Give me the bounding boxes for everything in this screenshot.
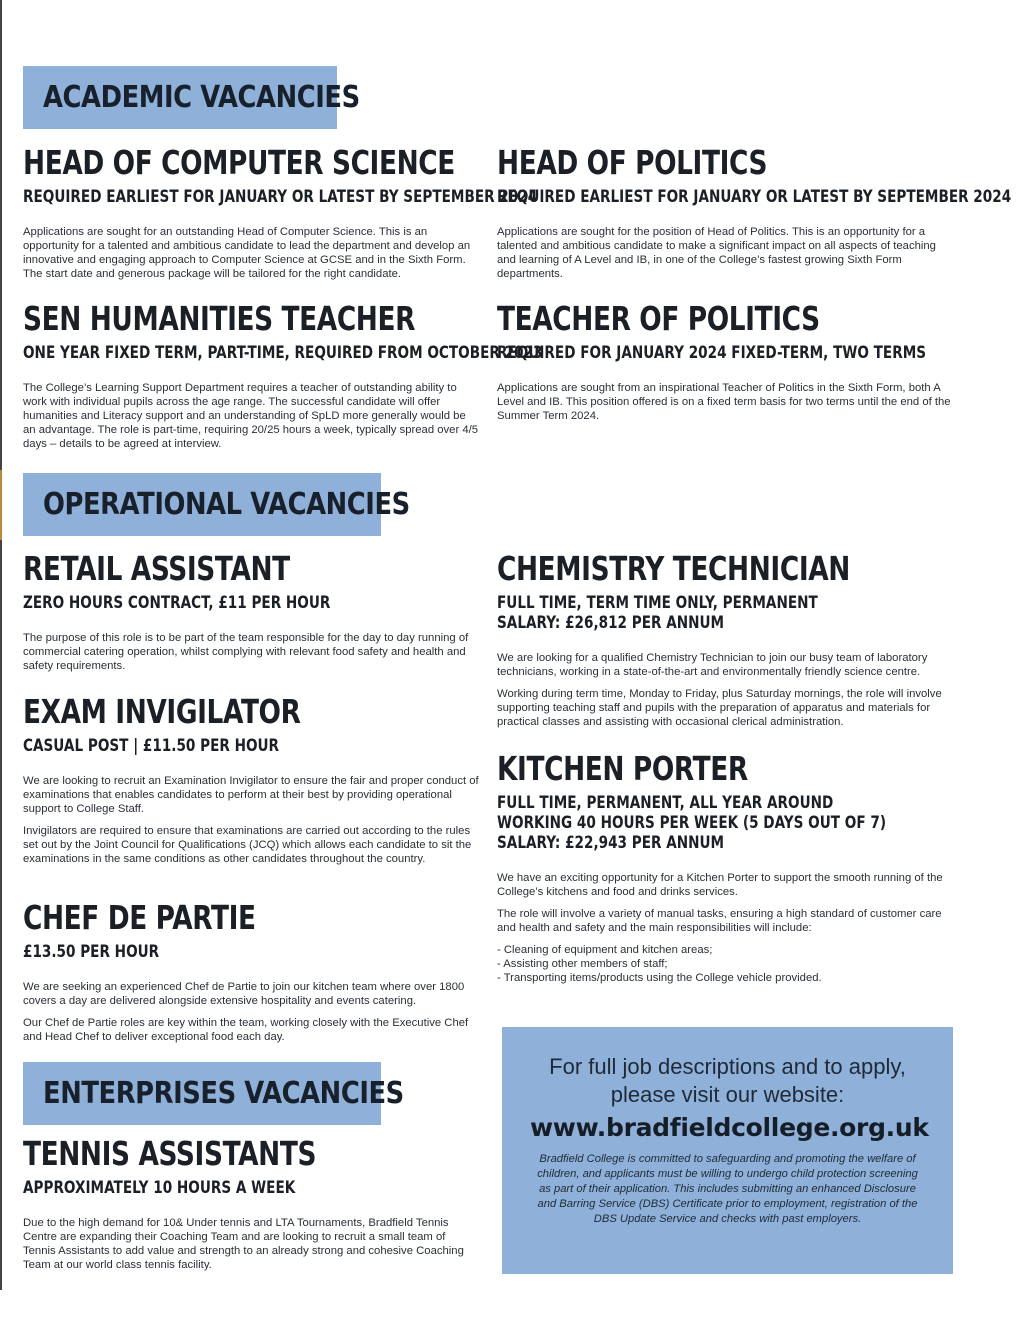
- page-edge-accent: [0, 470, 2, 540]
- job-title: HEAD OF COMPUTER SCIENCE: [23, 143, 455, 182]
- page-edge-line: [0, 0, 2, 1290]
- job-paragraph: Applications are sought for an outstanding Head of Computer Science. This is an opportunity for a talented and ambitious candidate to lead the department and develop an innovative and engaging approach to Computer Science at GCSE and in the Sixth Form. The start date and generous package will be tailored for the right candidate.: [23, 226, 471, 280]
- job-subtitle: SALARY: £26,812 PER ANNUM: [497, 613, 725, 633]
- job-title: CHEF DE PARTIE: [23, 898, 256, 937]
- job-paragraph: Invigilators are required to ensure that examinations are carried out according to the rules set out by the Joint Council for Qualifications (JCQ) which allows each candidate to sit the examinations in the same conditions as other candidates throughout the country.: [23, 825, 472, 865]
- section-banner-academic: [23, 66, 360, 129]
- job-subtitle: CASUAL POST | £11.50 PER HOUR: [23, 736, 280, 756]
- job-paragraph: We are looking for a qualified Chemistry Technician to join our busy team of laboratory technicians, working in a state-of-the-art and environmentally friendly science centre.: [497, 652, 928, 678]
- job-subtitle: FULL TIME, PERMANENT, ALL YEAR AROUND: [497, 793, 834, 813]
- job-paragraph: Due to the high demand for 10& Under tennis and LTA Tournaments, Bradfield Tennis Centre are expanding their Coaching Team and are looking to recruit a small team of Tennis Assistants to add value and strength to an already strong and cohesive Coaching Team at our world class tennis facility.: [23, 1217, 464, 1271]
- job-title: SEN HUMANITIES TEACHER: [23, 299, 416, 338]
- list-item: - Transporting items/products using the College vehicle provided.: [497, 972, 822, 984]
- job-paragraph: We are seeking an experienced Chef de Partie to join our kitchen team where over 1800 covers a day are delivered alongside extensive hospitality and events catering.: [23, 981, 465, 1007]
- job-description: [23, 631, 479, 673]
- job-description: [497, 651, 953, 729]
- job-paragraph: The role will involve a variety of manual tasks, ensuring a high standard of customer care and health and safety and the main responsibilities will include:: [497, 908, 942, 934]
- job-paragraph: The purpose of this role is to be part of the team responsible for the day to day running of commercial catering operation, whilst complying with relevant food safety and health and safety requirements.: [23, 632, 469, 672]
- section-title-enterprises: ENTERPRISES VACANCIES: [43, 1076, 404, 1111]
- section-title-operational: OPERATIONAL VACANCIES: [43, 487, 410, 522]
- website-link[interactable]: www.bradfieldcollege.org.uk: [530, 1113, 929, 1142]
- job-teacher-of-politics: [497, 299, 953, 431]
- job-paragraph: The College’s Learning Support Department requires a teacher of outstanding ability to work with individual pupils across the age range. The successful candidate will offer humanities and Literacy support and an understanding of SpLD more generally would be an advantage. The role is part-time, requiring 20/25 hours a week, typically spread over 4/5 days – details to be agreed at interview.: [23, 382, 479, 450]
- job-chef-de-partie: [23, 898, 479, 1052]
- job-description: [23, 1216, 479, 1272]
- job-subtitle: REQUIRED EARLIEST FOR JANUARY OR LATEST BY SEPTEMBER 2024: [497, 187, 1012, 207]
- responsibilities-list: [497, 943, 953, 985]
- apply-box: [502, 1027, 953, 1274]
- job-chemistry-technician: [497, 549, 953, 737]
- section-title-academic: ACADEMIC VACANCIES: [43, 80, 360, 115]
- job-title: HEAD OF POLITICS: [497, 143, 768, 182]
- job-head-of-computer-science: [23, 143, 538, 289]
- job-subtitle: WORKING 40 HOURS PER WEEK (5 DAYS OUT OF 7): [497, 813, 887, 833]
- job-paragraph: Our Chef de Partie roles are key within the team, working closely with the Executive Chef and Head Chef to deliver exceptional food each day.: [23, 1017, 469, 1043]
- job-paragraph: Working during term time, Monday to Friday, plus Saturday mornings, the role will involve supporting teaching staff and pupils with the preparation of apparatus and materials for practical classes and assisting with occasional clerical administration.: [497, 688, 942, 728]
- job-subtitle: APPROXIMATELY 10 HOURS A WEEK: [23, 1178, 296, 1198]
- job-description: [23, 225, 479, 281]
- job-description: [23, 774, 479, 866]
- job-subtitle: ONE YEAR FIXED TERM, PART-TIME, REQUIRED FROM OCTOBER 2023: [23, 343, 543, 363]
- job-subtitle: REQUIRED EARLIEST FOR JANUARY OR LATEST BY SEPTEMBER 2024: [23, 187, 538, 207]
- job-description: [23, 980, 479, 1044]
- job-paragraph: We are looking to recruit an Examination Invigilator to ensure the fair and proper conduct of examinations that enables candidates to perform at their best by providing operational support to College Staff.: [23, 775, 479, 815]
- job-subtitle: FULL TIME, TERM TIME ONLY, PERMANENT: [497, 593, 818, 613]
- job-subtitle: ZERO HOURS CONTRACT, £11 PER HOUR: [23, 593, 331, 613]
- list-item: - Assisting other members of staff;: [497, 958, 668, 970]
- job-subtitle: REQUIRED FOR JANUARY 2024 FIXED-TERM, TWO TERMS: [497, 343, 927, 363]
- job-title: TEACHER OF POLITICS: [497, 299, 820, 338]
- job-description: [497, 871, 953, 985]
- job-paragraph: Applications are sought for the position of Head of Politics. This is an opportunity for a talented and ambitious candidate to make a significant impact on all aspects of teaching and learning of A Level and IB, in one of the College’s fastest growing Sixth Form departments.: [497, 226, 936, 280]
- section-banner-operational: [23, 473, 410, 536]
- job-title: RETAIL ASSISTANT: [23, 549, 290, 588]
- safeguarding-statement: Bradfield College is committed to safeguarding and promoting the welfare of children, and applicants must be willing to undergo child protection screening as part of their application. This includes submitting an enhanced Disclosure and Barring Service (DBS) Certificate prior to employment, registration of the DBS Update Service and checks with past employers.: [537, 1153, 918, 1225]
- job-title: TENNIS ASSISTANTS: [23, 1134, 317, 1173]
- job-kitchen-porter: [497, 749, 953, 985]
- job-description: [23, 381, 479, 451]
- job-subtitle: SALARY: £22,943 PER ANNUM: [497, 833, 725, 853]
- apply-lead-text: For full job descriptions and to apply, please visit our website:: [549, 1054, 906, 1107]
- job-paragraph: Applications are sought from an inspirational Teacher of Politics in the Sixth Form, both A Level and IB. This position offered is on a fixed term basis for two terms until the end of the Summer Term 2024.: [497, 382, 951, 422]
- job-exam-invigilator: [23, 692, 479, 874]
- job-head-of-politics: [497, 143, 1012, 289]
- list-item: - Cleaning of equipment and kitchen areas;: [497, 944, 713, 956]
- job-sen-humanities-teacher: [23, 299, 543, 459]
- section-banner-enterprises: [23, 1062, 404, 1125]
- job-description: [497, 225, 953, 281]
- job-tennis-assistants: [23, 1134, 479, 1280]
- job-title: EXAM INVIGILATOR: [23, 692, 301, 731]
- job-description: [497, 381, 953, 423]
- job-subtitle: £13.50 PER HOUR: [23, 942, 160, 962]
- job-retail-assistant: [23, 549, 479, 681]
- job-title: CHEMISTRY TECHNICIAN: [497, 549, 850, 588]
- job-title: KITCHEN PORTER: [497, 749, 748, 788]
- job-paragraph: We have an exciting opportunity for a Kitchen Porter to support the smooth running of the College’s kitchens and food and drinks services.: [497, 872, 943, 898]
